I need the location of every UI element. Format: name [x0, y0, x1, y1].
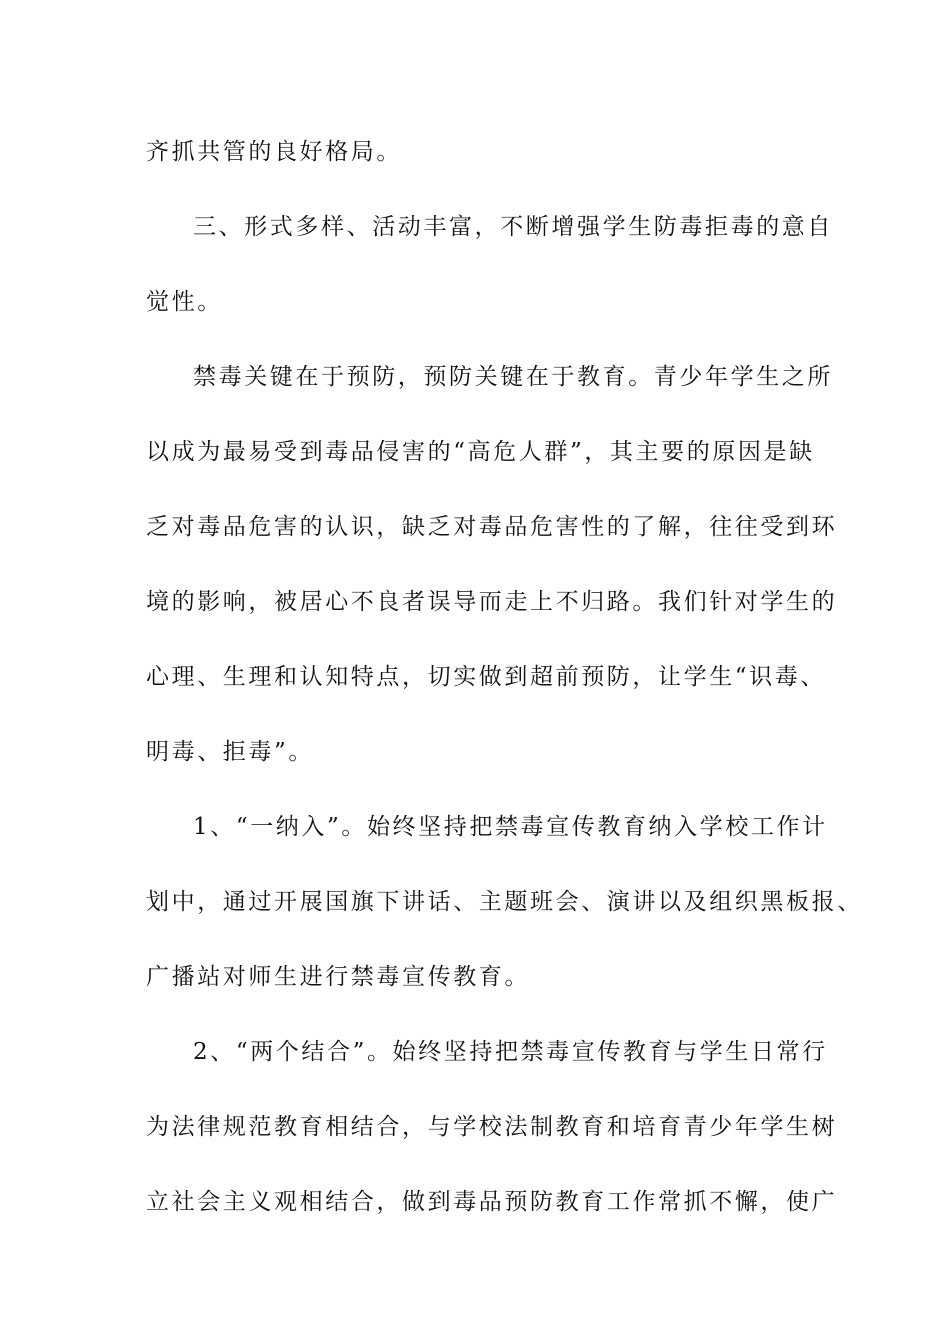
paragraph-start: 禁毒关键在于预防，预防关键在于教育。青少年学生之所 [193, 364, 833, 390]
text-line: 广播站对师生进行禁毒宣传教育。 [146, 964, 530, 990]
text-line: 为法律规范教育相结合，与学校法制教育和培育青少年学生树 [146, 1114, 838, 1140]
text-line: 明毒、拒毒”。 [146, 739, 314, 765]
text-line: 心理、生理和认知特点，切实做到超前预防，让学生“识毒、 [146, 664, 826, 690]
section-heading: 三、形式多样、活动丰富，不断增强学生防毒拒毒的意自 [193, 214, 833, 240]
text-line: 以成为最易受到毒品侵害的“高危人群”，其主要的原因是缺 [146, 439, 815, 465]
text-line: 齐抓共管的良好格局。 [146, 139, 402, 165]
list-item-2: 2、“两个结合”。始终坚持把禁毒宣传教育与学生日常行 [193, 1039, 828, 1065]
text-line: 境的影响，被居心不良者误导而走上不归路。我们针对学生的 [146, 589, 838, 615]
list-item-1: 1、“一纳入”。始终坚持把禁毒宣传教育纳入学校工作计 [193, 814, 828, 840]
text-line: 划中，通过开展国旗下讲话、主题班会、演讲以及组织黑板报、 [146, 889, 863, 915]
text-line: 觉性。 [146, 289, 223, 315]
text-line: 乏对毒品危害的认识，缺乏对毒品危害性的了解，往往受到环 [146, 514, 838, 540]
text-line: 立社会主义观相结合，做到毒品预防教育工作常抓不懈，使广 [146, 1189, 838, 1215]
